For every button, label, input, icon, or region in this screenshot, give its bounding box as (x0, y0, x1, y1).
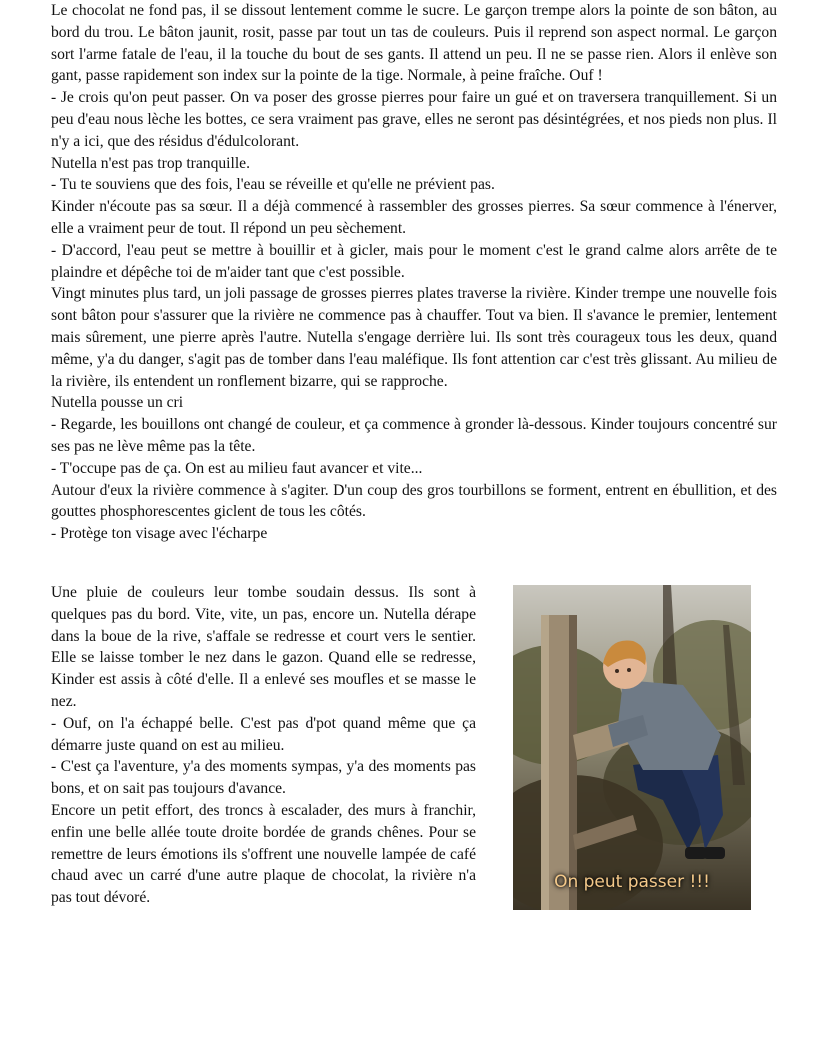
photo-caption: On peut passer !!! (554, 872, 710, 892)
paragraph: Kinder n'écoute pas sa sœur. Il a déjà commencé à rassembler des grosses pierres. Sa sœur commence à l'énerver, elle a vraiment peur de tout. Il répond un peu sèchement. (51, 198, 777, 237)
paragraph: - Regarde, les bouillons ont changé de couleur, et ça commence à gronder là-dessous. Kinder toujours concentré sur ses pas ne lève même pas la tête. (51, 416, 777, 455)
paragraph: Encore un petit effort, des troncs à escalader, des murs à franchir, enfin une belle allée toute droite bordée de grands chênes. Pour se remettre de leurs émotions ils s'offrent une nouvelle lampée de café chaud avec un carré d'une autre plaque de chocolat, la rivière n'a pas tout dévoré. (51, 801, 476, 907)
paragraph: Nutella pousse un cri (51, 394, 184, 412)
photo-boy-climbing-post (513, 585, 751, 910)
paragraph: - Protège ton visage avec l'écharpe (51, 525, 268, 543)
paragraph: Autour d'eux la rivière commence à s'agiter. D'un coup des gros tourbillons se forment, entrent en ébullition, et des gouttes phosphorescentes giclent de tous les côtés. (51, 481, 777, 521)
paragraph: - Je crois qu'on peut passer. On va poser des grosse pierres pour faire un gué et on traversera tranquillement. Si un peu d'eau nous lèche les bottes, ce sera vraiment pas grave, elles ne seront pas désintégrées, et nos pieds non plus. Il n'y a ici, que des résidus d'édulcolorant. (51, 89, 777, 150)
paragraph: Vingt minutes plus tard, un joli passage de grosses pierres plates traverse la rivière. Kinder trempe une nouvelle fois sont bâton pour s'assurer que la rivière ne commence pas à chauffer. Tout va bien. Il s'avance le premier, lentement mais sûrement, une pierre après l'autre. Nutella s'engage derrière lui. Ils sont très courageux tous les deux, quand même, y'a du danger, s'agit pas de tomber dans l'eau maléfique. Ils font attention car c'est très glissant. Au milieu de la rivière, ils entendent un ronflement bizarre, qui se rapproche. (51, 285, 777, 390)
paragraph: Une pluie de couleurs leur tombe soudain dessus. Ils sont à quelques pas du bord. Vite, vite, un pas, encore un. Nutella dérape dans la boue de la rive, s'affale se redresse et court vers le sentier. Elle se laisse tomber le nez dans le gazon. Quand elle se redresse, Kinder est assis à côté d'elle. Il a enlevé ses moufles et se masse le nez. (51, 584, 476, 710)
paragraph: - D'accord, l'eau peut se mettre à bouillir et à gicler, mais pour le moment c'est le grand calme alors arrête de te plaindre et dépêche toi de m'aider tant que c'est possible. (51, 241, 777, 281)
paragraph: Nutella n'est pas trop tranquille. (51, 154, 250, 172)
paragraph: - C'est ça l'aventure, y'a des moments sympas, y'a des moments pas bons, et on sait pas toujours d'avance. (51, 758, 476, 798)
paragraph: - Tu te souviens que des fois, l'eau se réveille et qu'elle ne prévient pas. (51, 176, 495, 194)
paragraph: - Ouf, on l'a échappé belle. C'est pas d'pot quand même que ça démarre juste quand on est au milieu. (51, 714, 476, 754)
story-text-top (51, 0, 777, 545)
paragraph: - T'occupe pas de ça. On est au milieu faut avancer et vite... (51, 459, 423, 477)
photo-illustration (513, 585, 751, 910)
story-text-bottom (51, 582, 476, 909)
paragraph: Le chocolat ne fond pas, il se dissout lentement comme le sucre. Le garçon trempe alors la pointe de son bâton, au bord du trou. Le bâton jaunit, rosit, passe par tout un tas de couleurs. Puis il reprend son aspect normal. Le garçon sort l'arme fatale de l'eau, il la touche du bout de ses gants. Il attend un peu. Il ne se passe rien. Alors il enlève son gant, passe rapidement son index sur la pointe de la tige. Normale, à peine fraîche. Ouf ! (51, 2, 777, 85)
